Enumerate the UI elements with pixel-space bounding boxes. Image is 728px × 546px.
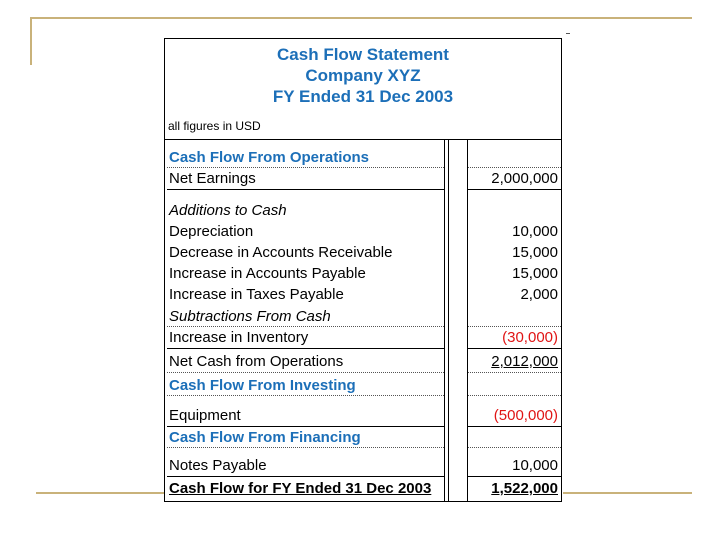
section-operations-heading xyxy=(165,148,561,168)
row-label: Increase in Taxes Payable xyxy=(169,286,344,303)
row-total-cash-flow xyxy=(165,479,561,499)
slide-bottom-rule-left xyxy=(36,492,166,494)
row-value: (30,000) xyxy=(502,329,558,346)
row-rule xyxy=(468,326,561,327)
company-name: Company XYZ xyxy=(305,66,421,85)
row-label: Decrease in Accounts Receivable xyxy=(169,244,393,261)
section-investing-heading xyxy=(165,376,561,396)
row-label: Subtractions From Cash xyxy=(169,308,331,325)
row-label: Cash Flow From Financing xyxy=(169,429,361,446)
row-taxes-payable xyxy=(165,285,561,305)
row-value: 1,522,000 xyxy=(491,480,558,497)
row-label: Cash Flow for FY Ended 31 Dec 2003 xyxy=(169,480,432,497)
row-label: Increase in Accounts Payable xyxy=(169,265,366,282)
row-rule xyxy=(167,395,444,396)
row-rule xyxy=(468,189,561,190)
row-rule xyxy=(468,426,561,427)
row-label: Depreciation xyxy=(169,223,254,240)
cash-flow-statement xyxy=(164,38,562,502)
slide-bottom-rule-right xyxy=(563,492,692,494)
row-additions-heading xyxy=(165,201,561,221)
row-rule xyxy=(167,447,444,448)
row-accounts-payable xyxy=(165,264,561,284)
row-value: (500,000) xyxy=(493,407,558,424)
corner-mark xyxy=(566,33,570,34)
row-value: 10,000 xyxy=(512,223,558,240)
title-block xyxy=(165,39,561,140)
row-label: Cash Flow From Operations xyxy=(169,149,370,166)
row-equipment xyxy=(165,406,561,426)
row-value: 15,000 xyxy=(512,265,558,282)
slide-left-rule xyxy=(30,17,32,65)
row-net-cash-operations xyxy=(165,352,561,372)
row-subtractions-heading xyxy=(165,307,561,327)
row-rule xyxy=(468,476,561,477)
row-label: Cash Flow From Investing xyxy=(169,377,356,394)
row-label: Additions to Cash xyxy=(169,202,287,219)
row-rule xyxy=(468,372,561,373)
row-value: 10,000 xyxy=(512,457,558,474)
slide-top-rule xyxy=(30,17,692,19)
row-rule xyxy=(468,447,561,448)
row-label: Increase in Inventory xyxy=(169,329,309,346)
row-label: Net Cash from Operations xyxy=(169,353,344,370)
row-label: Net Earnings xyxy=(169,170,256,187)
row-depreciation xyxy=(165,222,561,242)
row-rule xyxy=(167,348,444,349)
row-rule xyxy=(167,372,444,373)
row-rule xyxy=(167,476,444,477)
row-rule xyxy=(468,167,561,168)
fiscal-period: FY Ended 31 Dec 2003 xyxy=(272,87,454,106)
row-rule xyxy=(167,326,444,327)
row-notes-payable xyxy=(165,456,561,476)
row-value: 2,012,000 xyxy=(491,353,558,370)
row-label: Notes Payable xyxy=(169,457,267,474)
row-value: 2,000 xyxy=(520,286,558,303)
row-label: Equipment xyxy=(169,407,241,424)
currency-note: all figures in USD xyxy=(168,119,261,133)
row-rule xyxy=(468,395,561,396)
row-rule xyxy=(468,348,561,349)
row-inventory xyxy=(165,328,561,348)
statement-title: Cash Flow Statement xyxy=(277,45,449,64)
row-rule xyxy=(167,189,444,190)
row-rule xyxy=(167,426,444,427)
row-rule xyxy=(167,167,444,168)
row-accounts-receivable xyxy=(165,243,561,263)
row-value: 15,000 xyxy=(512,244,558,261)
row-net-earnings xyxy=(165,169,561,189)
section-financing-heading xyxy=(165,428,561,448)
row-value: 2,000,000 xyxy=(491,170,558,187)
